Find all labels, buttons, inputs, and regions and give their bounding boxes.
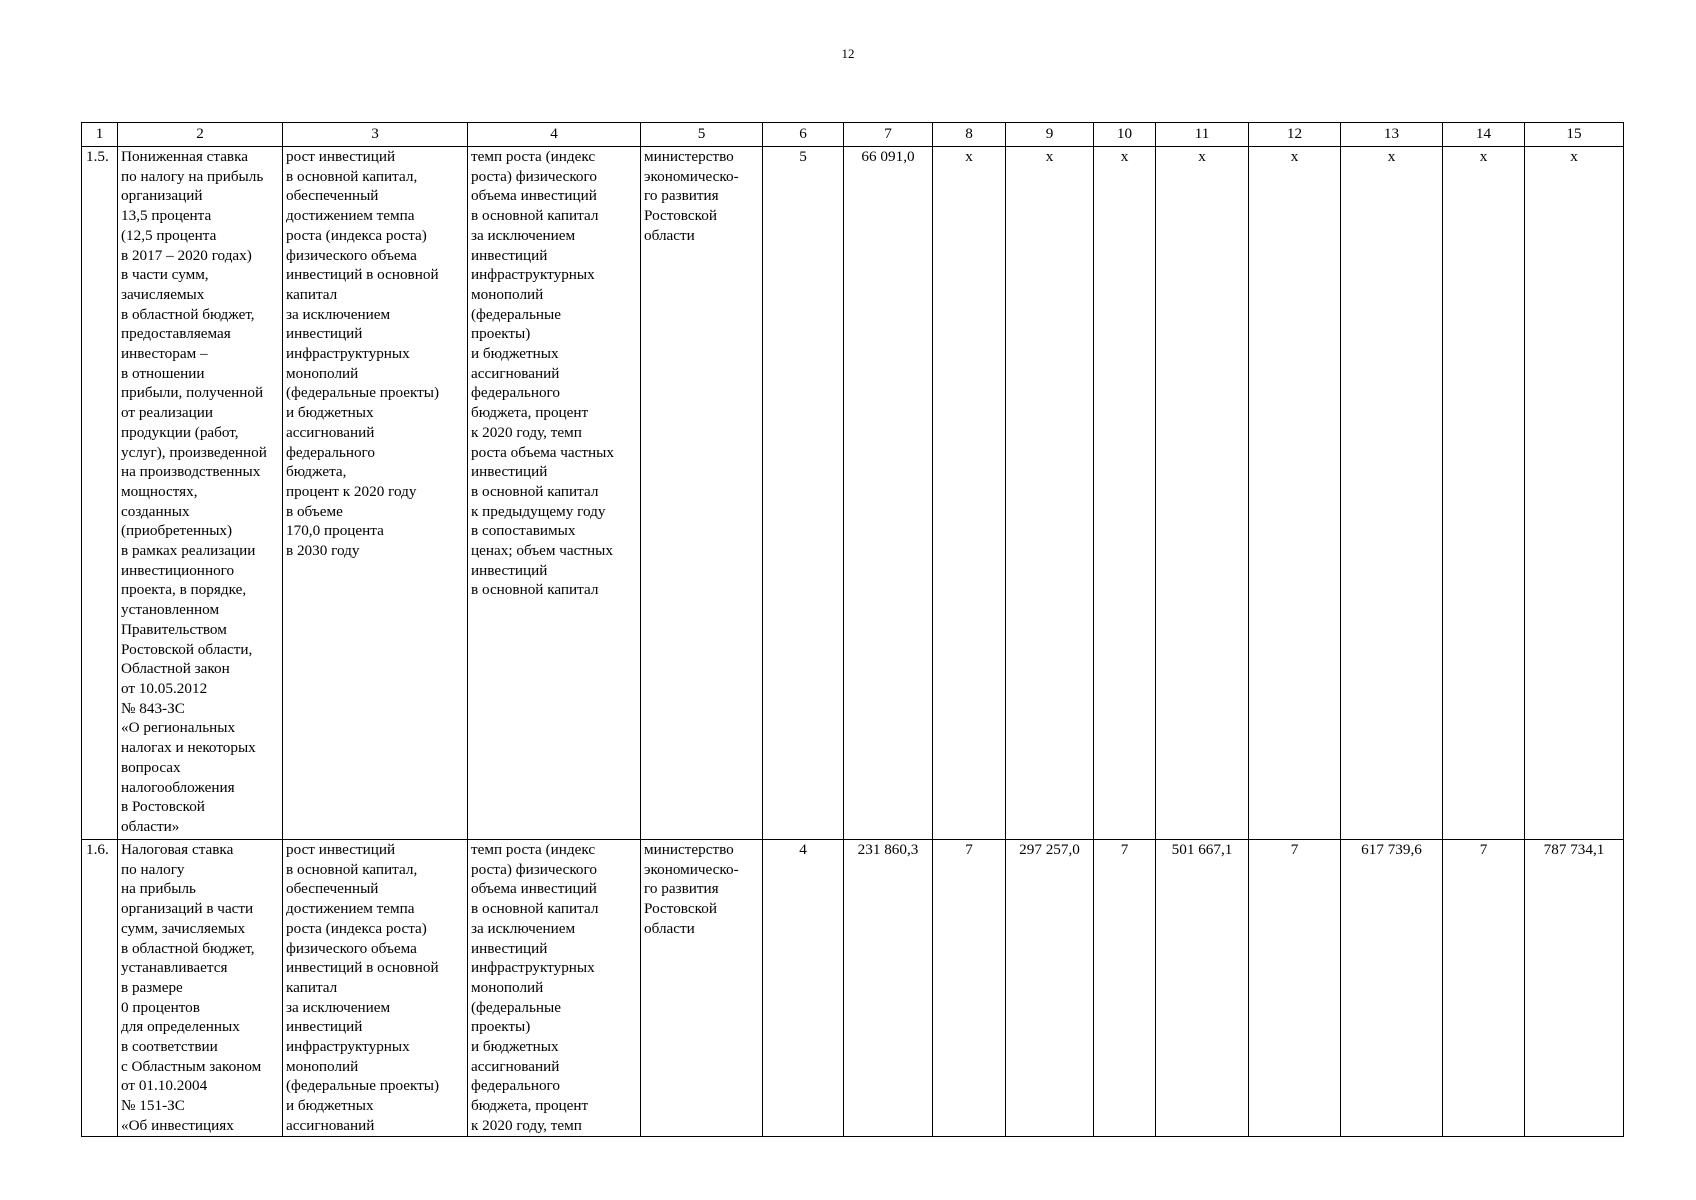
table-row — [82, 840, 1624, 1137]
column-header: 9 — [1006, 123, 1094, 147]
page-number: 12 — [841, 46, 855, 61]
column-header: 7 — [844, 123, 933, 147]
row-number-cell: 1.6. — [82, 840, 118, 1137]
tax-benefit-description-cell: Пониженная ставка по налогу на прибыль организаций 13,5 процента (12,5 процента в 2017 – 2020 годах) в части сумм, зачисляемых в областной бюджет, предоставляемая инвесторам – в отношении прибыли, полученной от реализации продукции (работ, услуг), произведенной на производственных мощностях, созданных (приобретенных) в рамках реализации инвестиционного проекта, в порядке, установленном Правительством Ростовской области, Областной закон от 10.05.2012 № 843-ЗС «О региональных налогах и некоторых вопросах налогообложения в Ростовской области» — [118, 147, 283, 840]
indicator-cell: темп роста (индекс роста) физического объема инвестиций в основной капитал за исключением инвестиций инфраструктурных монополий (федеральные проекты) и бюджетных ассигнований федерального бюджета, процент к 2020 году, темп — [468, 840, 641, 1137]
value-cell: х — [1525, 147, 1624, 840]
value-cell: 501 667,1 — [1156, 840, 1249, 1137]
value-cell: 617 739,6 — [1341, 840, 1443, 1137]
value-cell: 7 — [1249, 840, 1341, 1137]
column-header: 10 — [1094, 123, 1156, 147]
column-header: 5 — [641, 123, 763, 147]
responsible-body-cell: министерство экономическо- го развития Ростовской области — [641, 840, 763, 1137]
column-header: 12 — [1249, 123, 1341, 147]
value-cell: 7 — [1443, 840, 1525, 1137]
value-cell: х — [1006, 147, 1094, 840]
column-header: 8 — [933, 123, 1006, 147]
value-cell: 787 734,1 — [1525, 840, 1624, 1137]
value-cell: 7 — [933, 840, 1006, 1137]
column-header: 6 — [763, 123, 844, 147]
column-header: 4 — [468, 123, 641, 147]
responsible-body-cell: министерство экономическо- го развития Ростовской области — [641, 147, 763, 840]
value-cell: 297 257,0 — [1006, 840, 1094, 1137]
goal-cell: рост инвестиций в основной капитал, обеспеченный достижением темпа роста (индекса роста) физического объема инвестиций в основной капитал за исключением инвестиций инфраструктурных монополий (федеральные проекты) и бюджетных ассигнований — [283, 840, 468, 1137]
header-row — [82, 123, 1624, 147]
column-header: 11 — [1156, 123, 1249, 147]
value-cell: х — [1443, 147, 1525, 840]
row-number-cell: 1.5. — [82, 147, 118, 840]
column-header: 14 — [1443, 123, 1525, 147]
value-cell: 7 — [1094, 840, 1156, 1137]
value-cell: х — [1094, 147, 1156, 840]
column-header: 15 — [1525, 123, 1624, 147]
tax-benefit-description-cell: Налоговая ставка по налогу на прибыль организаций в части сумм, зачисляемых в областной бюджет, устанавливается в размере 0 процентов для определенных в соответствии с Областным законом от 01.10.2004 № 151-ЗС «Об инвестициях — [118, 840, 283, 1137]
value-cell: х — [1341, 147, 1443, 840]
indicator-cell: темп роста (индекс роста) физического объема инвестиций в основной капитал за исключением инвестиций инфраструктурных монополий (федеральные проекты) и бюджетных ассигнований федерального бюджета, процент к 2020 году, темп роста объема частных инвестиций в основной капитал к предыдущему году в сопоставимых ценах; объем частных инвестиций в основной капитал — [468, 147, 641, 840]
column-header: 13 — [1341, 123, 1443, 147]
data-table — [81, 122, 1624, 1137]
value-cell: 4 — [763, 840, 844, 1137]
value-cell: х — [1249, 147, 1341, 840]
value-cell: 231 860,3 — [844, 840, 933, 1137]
column-header: 3 — [283, 123, 468, 147]
value-cell: х — [1156, 147, 1249, 840]
column-header: 1 — [82, 123, 118, 147]
table-row — [82, 147, 1624, 840]
column-header: 2 — [118, 123, 283, 147]
goal-cell: рост инвестиций в основной капитал, обеспеченный достижением темпа роста (индекса роста) физического объема инвестиций в основной капитал за исключением инвестиций инфраструктурных монополий (федеральные проекты) и бюджетных ассигнований федерального бюджета, процент к 2020 году в объеме 170,0 процента в 2030 году — [283, 147, 468, 840]
value-cell: 5 — [763, 147, 844, 840]
value-cell: х — [933, 147, 1006, 840]
value-cell: 66 091,0 — [844, 147, 933, 840]
